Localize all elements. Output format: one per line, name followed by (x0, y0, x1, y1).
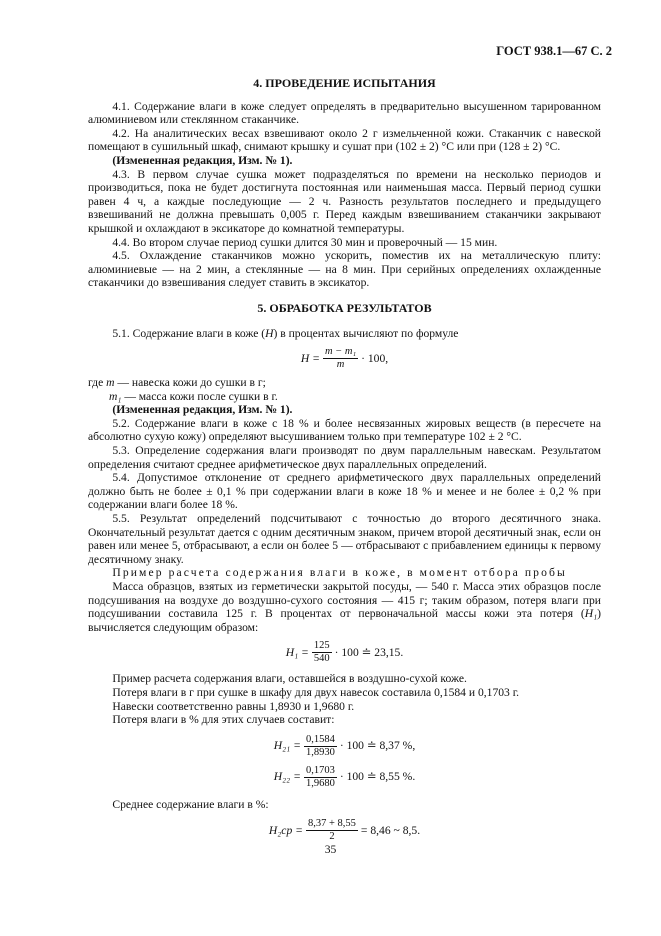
edition-note: (Измененная редакция, Изм. № 1). (112, 153, 293, 167)
para-4-5: 4.5. Охлаждение стаканчиков можно ускорить, поместив их на металлическую плиту: алюминиевые — на 2 мин, а стеклянные — на 8 мин. При серийных определениях охлажденные стаканчики до взвешивания следует ставить в эксикатор. (88, 249, 601, 290)
example-2-line-2: Навески соответственно равны 1,8930 и 1,9680 г. (112, 699, 355, 713)
example-1-title: Пример расчета содержания влаги в коже, в момент отбора пробы (112, 566, 567, 580)
para-4-2: 4.2. На аналитических весах взвешивают около 2 г измельченной кожи. Стаканчик с навеской помещают в сушильный шкаф, снимают крышку и сушат при (102 ± 2) °С или при (128 ± 2) °С. (88, 126, 601, 154)
formula-h21: H₂₁ = $\frac{0,1584}{1,8930}$ · 100 ≐ 8,37 %, (273, 733, 416, 758)
average-label: Среднее содержание влаги в %: (112, 797, 269, 811)
example-1-text: Масса образцов, взятых из герметически закрытой посуды, — 540 г. Масса этих образцов после подсушивания на воздухе до воздушно-сухого состояния — 415 г; таким образом, потеря влаги при подсушивании составила 125 г. В процентах от первоначальной массы кожи эта потеря (H₁) вычисляется следующим образом: (88, 580, 601, 634)
section-5-title: 5. ОБРАБОТКА РЕЗУЛЬТАТОВ (257, 300, 432, 315)
example-2-line-1: Потеря влаги в г при сушке в шкафу для двух навесок составила 0,1584 и 0,1703 г. (112, 685, 520, 699)
edition-note: (Измененная редакция, Изм. № 1). (112, 403, 293, 417)
formula-h22: H₂₂ = $\frac{0,1703}{1,9680}$ · 100 ≐ 8,55 %. (273, 764, 416, 789)
example-2-line-3: Потеря влаги в % для этих случаев составит: (112, 713, 335, 727)
example-2-title: Пример расчета содержания влаги, оставшейся в воздушно-сухой коже. (112, 672, 467, 686)
para-5-4: 5.4. Допустимое отклонение от среднего арифметического двух параллельных определений должно быть не более ± 0,1 % при содержании влаги в коже 18 % и менее и не более ± 0,2 % при содержании влаги более 18 %. (88, 471, 601, 512)
para-5-5: 5.5. Результат определений подсчитывают с точностью до второго десятичного знака. Окончательный результат дается с одним десятичным знаком, причем второй десятичный знак, если он равен или менее 5, отбрасывают, а если он более 5 — отбрасывают с прибавлением единицы к первому десятичному знаку. (88, 512, 601, 566)
page-number: 35 (324, 843, 337, 856)
where-m: где m — навеска кожи до сушки в г; (88, 376, 266, 390)
formula-h1: H₁ = $\frac{125}{540}$ · 100 ≐ 23,15. (285, 640, 404, 665)
standard-header: ГОСТ 938.1—67 С. 2 (496, 44, 612, 58)
para-4-1: 4.1. Содержание влаги в коже следует определять в предварительно высушенном тарированном алюминиевом или стеклянном стаканчике. (88, 99, 601, 127)
para-5-3: 5.3. Определение содержания влаги производят по двум параллельным навескам. Результатом определения считают среднее арифметическое двух параллельных определений. (88, 444, 601, 471)
where-m1: m₁ — масса кожи после сушки в г. (109, 389, 278, 403)
formula-moisture: H = $\frac{\text{m − m₁}}{m}$ · 100, (300, 346, 389, 371)
para-4-4: 4.4. Во втором случае период сушки длится 30 мин и проверочный — 15 мин. (112, 235, 498, 249)
para-4-3: 4.3. В первом случае сушка может подразделяться по времени на несколько периодов и производиться, пока не будет достигнута постоянная или наименьшая масса. Первый период сушки равен 4 ч, а каждые последующие — 2 ч. Разность результатов последнего и предыдущего взвешиваний не должна превышать 0,005 г. Перед каждым взвешиванием стаканчики закрывают крышкой и охлаждают в эксикаторе до комнатной температуры. (88, 167, 601, 235)
para-5-2: 5.2. Содержание влаги в коже с 18 % и более несвязанных жировых веществ (в пересчете на абсолютно сухую кожу) определяют высушиванием только при температуре 102 ± 2 °С. (88, 416, 601, 444)
section-4-title: 4. ПРОВЕДЕНИЕ ИСПЫТАНИЯ (253, 76, 436, 90)
formula-average: H₂ср = $\frac{8,37 + 8,55}{2}$ = 8,46 ~ 8,5. (268, 818, 421, 843)
para-5-1: 5.1. Содержание влаги в коже (H) в процентах вычисляют по формуле (112, 326, 459, 340)
page-content (88, 77, 601, 843)
